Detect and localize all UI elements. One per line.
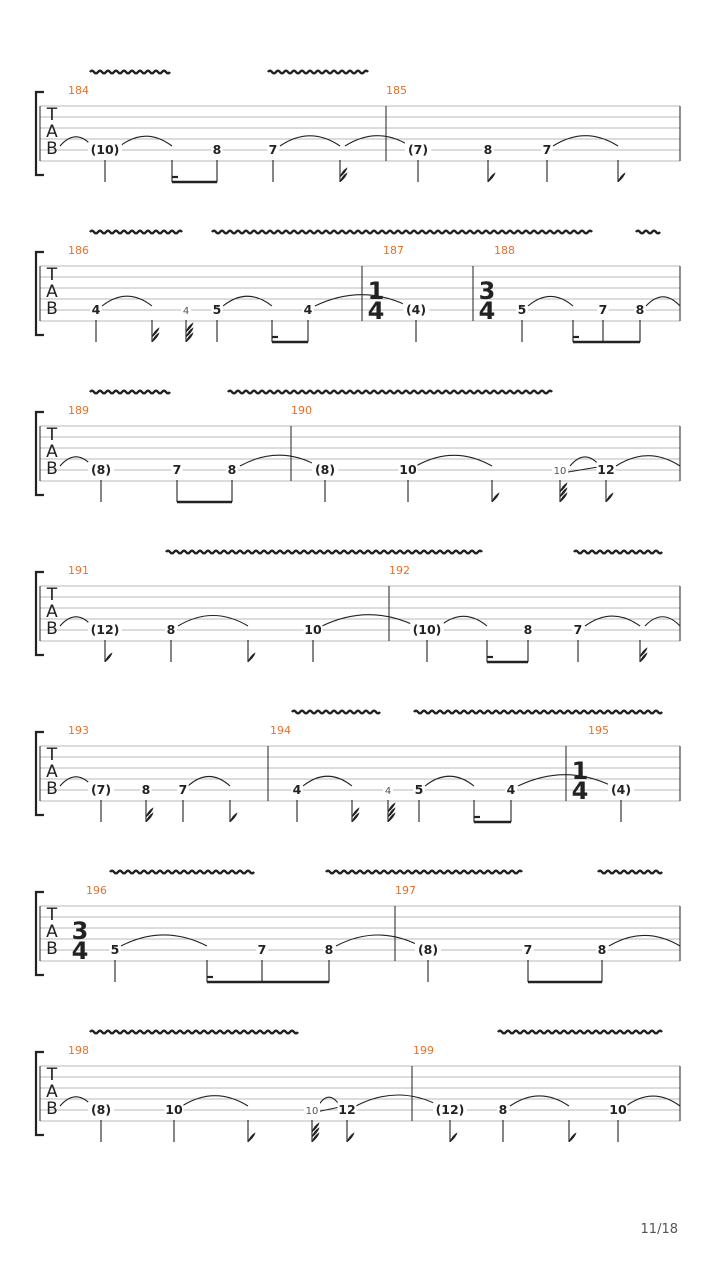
tab-note	[88, 782, 114, 822]
tab-note	[88, 622, 122, 662]
fret-number: 4	[292, 782, 302, 797]
tie-arc	[60, 617, 92, 626]
tie-arc	[616, 456, 680, 466]
vibrato-line	[268, 71, 368, 74]
tie-arc	[425, 776, 474, 786]
tab-system	[36, 551, 680, 662]
note-flag	[618, 173, 625, 182]
tab-clef-letter: B	[46, 299, 58, 319]
fret-number: 10	[305, 1106, 319, 1117]
vibrato-line	[90, 231, 182, 234]
measure-number: 187	[383, 244, 404, 257]
tab-note	[256, 942, 267, 982]
measure-number: 196	[86, 884, 107, 897]
time-signature-bottom: 4	[478, 297, 496, 325]
tie-arc	[356, 1095, 440, 1106]
tie-arc	[626, 1096, 680, 1106]
tab-clef-letter: A	[46, 282, 58, 302]
tab-note	[340, 160, 347, 182]
fret-number: 8	[498, 1102, 508, 1117]
vibrato-line	[414, 711, 662, 714]
tab-system	[36, 711, 680, 822]
tie-arc	[345, 136, 410, 146]
tab-note	[90, 302, 101, 342]
fret-number: 10	[553, 466, 567, 477]
tab-clef-letter: T	[46, 745, 58, 765]
vibrato-line	[166, 551, 482, 554]
tie-arc	[102, 296, 152, 306]
tab-note	[211, 302, 222, 342]
measure-number: 191	[68, 564, 89, 577]
tab-clef-letter: B	[46, 1099, 58, 1119]
note-flag	[105, 653, 112, 662]
fret-number: (8)	[314, 462, 336, 477]
measure-number: 199	[413, 1044, 434, 1057]
tab-clef-letter: T	[46, 105, 58, 125]
fret-number: 8	[483, 142, 493, 157]
tab-note	[399, 462, 418, 502]
measure-number: 195	[588, 724, 609, 737]
measure-number: 192	[389, 564, 410, 577]
tie-arc	[121, 935, 207, 946]
tab-clef-letter: T	[46, 585, 58, 605]
fret-number: (8)	[90, 462, 112, 477]
tie-arc	[178, 616, 248, 627]
tab-note	[413, 782, 424, 822]
fret-number: 5	[110, 942, 120, 957]
tab-clef-letter: B	[46, 459, 58, 479]
tab-note	[596, 942, 607, 982]
vibrato-line	[228, 391, 552, 394]
tie-arc	[60, 777, 92, 786]
tab-note	[522, 942, 533, 982]
vibrato-line	[110, 871, 254, 874]
time-signature-bottom: 4	[367, 297, 385, 325]
fret-number: 4	[182, 306, 190, 317]
measure-number: 198	[68, 1044, 89, 1057]
fret-number: (12)	[90, 622, 120, 637]
tab-note	[482, 142, 495, 182]
fret-number: 4	[91, 302, 101, 317]
tab-note	[291, 782, 302, 822]
fret-number: 7	[523, 942, 533, 957]
fret-number: 4	[384, 786, 392, 797]
fret-number: 4	[303, 302, 313, 317]
tie-arc	[188, 777, 230, 787]
tab-clef-letter: A	[46, 762, 58, 782]
measure-number: 197	[395, 884, 416, 897]
fret-number: (4)	[610, 782, 632, 797]
tab-note	[88, 142, 122, 182]
fret-number: 8	[635, 302, 645, 317]
note-flag	[606, 493, 613, 502]
tab-note	[248, 640, 255, 662]
note-flag	[488, 173, 495, 182]
tab-note	[383, 782, 395, 822]
tie-arc	[553, 136, 618, 146]
tab-note	[634, 302, 645, 342]
fret-number: 10	[165, 1102, 183, 1117]
tie-arc	[182, 1096, 248, 1106]
tab-note	[433, 1102, 467, 1142]
tie-arc	[416, 455, 492, 466]
fret-number: 10	[304, 622, 322, 637]
fret-number: 5	[414, 782, 424, 797]
measure-number: 188	[494, 244, 515, 257]
tab-note	[304, 622, 323, 662]
tie-arc	[609, 935, 680, 946]
tie-arc	[223, 296, 272, 306]
tab-note	[492, 480, 499, 502]
tab-clef-letter: T	[46, 425, 58, 445]
note-flag	[347, 1133, 354, 1142]
fret-number: (10)	[412, 622, 442, 637]
vibrato-line	[636, 231, 660, 234]
tab-clef-letter: T	[46, 905, 58, 925]
tab-note	[230, 800, 237, 822]
vibrato-line	[90, 71, 170, 74]
tab-note	[88, 1102, 114, 1142]
tie-arc	[280, 136, 340, 146]
fret-number: 7	[172, 462, 182, 477]
tab-system	[36, 231, 680, 342]
tab-note	[177, 782, 188, 822]
fret-number: 4	[506, 782, 516, 797]
measure-number: 186	[68, 244, 89, 257]
tie-arc	[120, 136, 172, 146]
tab-note	[338, 1102, 357, 1142]
tab-clef-letter: B	[46, 779, 58, 799]
tie-arc	[528, 296, 573, 306]
tab-clef-letter: B	[46, 619, 58, 639]
fret-number: 7	[542, 142, 552, 157]
tab-note	[597, 302, 608, 342]
time-signature-top: 3	[478, 277, 496, 305]
fret-number: 8	[227, 462, 237, 477]
tab-note	[323, 942, 334, 982]
tab-clef-letter: T	[46, 1065, 58, 1085]
tie-arc	[303, 776, 352, 786]
fret-number: 10	[609, 1102, 627, 1117]
vibrato-line	[90, 391, 170, 394]
time-signature-top: 1	[571, 757, 589, 785]
tab-note	[572, 622, 583, 662]
vibrato-line	[498, 1031, 662, 1034]
tab-note	[618, 160, 625, 182]
fret-number: (4)	[405, 302, 427, 317]
tab-note	[410, 622, 444, 662]
vibrato-line	[326, 871, 522, 874]
note-flag	[230, 813, 237, 822]
tab-clef-letter: A	[46, 122, 58, 142]
tab-note	[352, 800, 359, 822]
time-signature-bottom: 4	[71, 937, 89, 965]
tab-note	[140, 782, 153, 822]
tab-note	[302, 302, 313, 342]
tab-note	[552, 462, 568, 502]
tie-arc	[240, 455, 318, 466]
tab-note	[171, 462, 182, 502]
tie-arc	[60, 1097, 92, 1106]
fret-number: 5	[212, 302, 222, 317]
tab-clef-letter: B	[46, 139, 58, 159]
tab-clef-letter: A	[46, 602, 58, 622]
tab-note	[226, 462, 237, 502]
fret-number: 12	[338, 1102, 356, 1117]
tab-clef-letter: B	[46, 939, 58, 959]
time-signature-bottom: 4	[571, 777, 589, 805]
note-flag	[492, 493, 499, 502]
tab-clef-letter: A	[46, 442, 58, 462]
tab-note	[522, 622, 533, 662]
fret-number: 8	[212, 142, 222, 157]
tie-arc	[60, 457, 92, 466]
tab-note	[248, 1120, 255, 1142]
tie-arc	[510, 1096, 569, 1106]
tie-arc	[645, 617, 680, 626]
page-number: 11/18	[640, 1222, 678, 1237]
tab-note	[541, 142, 552, 182]
fret-number: 7	[598, 302, 608, 317]
tab-clef-letter: A	[46, 1082, 58, 1102]
tie-arc	[570, 457, 600, 466]
fret-number: 8	[597, 942, 607, 957]
time-signature-top: 1	[367, 277, 385, 305]
measure-number: 193	[68, 724, 89, 737]
tab-system	[36, 71, 680, 182]
fret-number: (8)	[90, 1102, 112, 1117]
tab-note	[608, 782, 634, 822]
note-flag	[450, 1133, 457, 1142]
tab-note	[109, 942, 120, 982]
time-signature-top: 3	[71, 917, 89, 945]
tab-system	[36, 391, 680, 502]
tab-note	[165, 622, 176, 662]
fret-number: 7	[178, 782, 188, 797]
measure-number: 190	[291, 404, 312, 417]
tie-arc	[585, 616, 640, 626]
vibrato-line	[90, 1031, 298, 1034]
tab-note	[152, 320, 159, 342]
note-flag	[248, 1133, 255, 1142]
tab-system	[36, 871, 680, 982]
note-flag	[569, 1133, 576, 1142]
tab-note	[304, 1102, 320, 1142]
tab-note	[405, 142, 431, 182]
measure-number: 185	[386, 84, 407, 97]
tab-note	[497, 1102, 508, 1142]
tab-note	[181, 302, 193, 342]
vibrato-line	[292, 711, 380, 714]
tab-clef-letter: T	[46, 265, 58, 285]
tab-note	[516, 302, 527, 342]
fret-number: (7)	[90, 782, 112, 797]
tab-note	[403, 302, 429, 342]
fret-number: 8	[324, 942, 334, 957]
tab-note	[569, 1120, 576, 1142]
tab-system	[36, 1031, 680, 1142]
tie-arc	[440, 616, 487, 626]
tie-arc	[322, 615, 416, 626]
note-flag	[248, 653, 255, 662]
tie-arc	[646, 297, 680, 306]
fret-number: 7	[573, 622, 583, 637]
tab-note	[312, 462, 338, 502]
vibrato-line	[212, 231, 592, 234]
fret-number: 8	[141, 782, 151, 797]
fret-number: 8	[523, 622, 533, 637]
fret-number: (12)	[435, 1102, 465, 1117]
fret-number: 5	[517, 302, 527, 317]
vibrato-line	[574, 551, 662, 554]
tab-note	[609, 1102, 628, 1142]
tab-note	[505, 782, 516, 822]
tab-note	[597, 462, 616, 502]
measure-number: 194	[270, 724, 291, 737]
tab-note	[165, 1102, 184, 1142]
fret-number: 10	[399, 462, 417, 477]
fret-number: (8)	[417, 942, 439, 957]
fret-number: 8	[166, 622, 176, 637]
tab-note	[415, 942, 441, 982]
tab-note	[211, 142, 222, 182]
tie-arc	[518, 775, 612, 786]
tab-note	[267, 142, 278, 182]
tab-note	[88, 462, 114, 502]
tie-arc	[60, 137, 92, 146]
fret-number: 7	[268, 142, 278, 157]
fret-number: 7	[257, 942, 267, 957]
measure-number: 189	[68, 404, 89, 417]
measure-number: 184	[68, 84, 89, 97]
tab-clef-letter: A	[46, 922, 58, 942]
vibrato-line	[598, 871, 662, 874]
fret-number: (10)	[90, 142, 120, 157]
tie-arc	[336, 935, 420, 946]
fret-number: (7)	[407, 142, 429, 157]
tab-note	[640, 640, 647, 662]
fret-number: 12	[597, 462, 615, 477]
